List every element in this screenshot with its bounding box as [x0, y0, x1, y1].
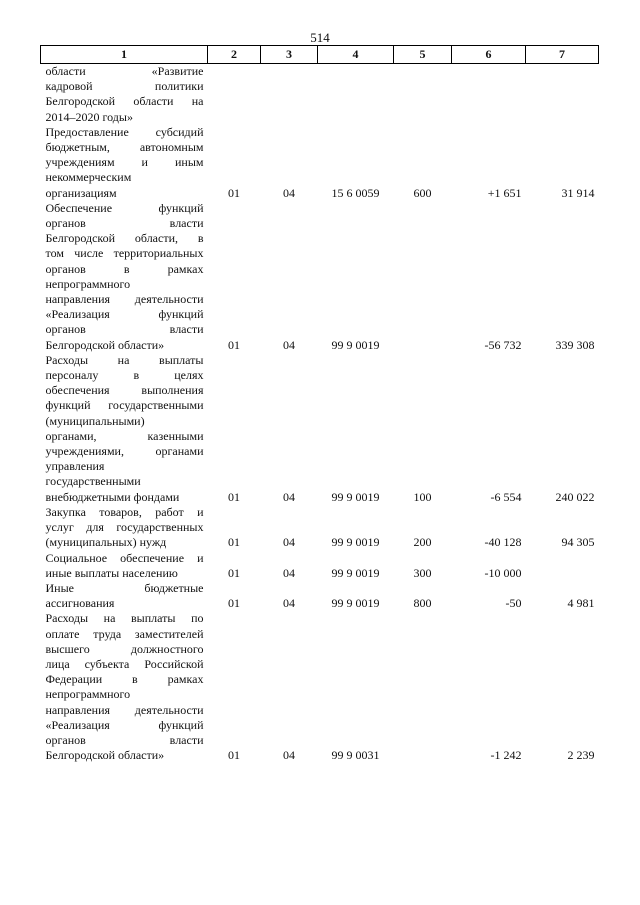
- description-line: направления деятельности: [45, 292, 204, 307]
- total-amount: 339 308: [555, 337, 595, 352]
- row-description: [41, 551, 208, 581]
- expense-type-code: 800: [413, 596, 432, 611]
- change-amount: -50: [505, 596, 522, 611]
- description-line: Белгородской области, в: [45, 231, 204, 246]
- subsection-code: [261, 64, 318, 125]
- total-amount: 2 239: [567, 748, 595, 763]
- description-line: государственными: [45, 474, 141, 489]
- change-amount: [452, 64, 526, 125]
- description-line: «Реализация функций: [45, 307, 204, 322]
- target-article-code: [318, 64, 394, 125]
- column-header: 1: [41, 46, 208, 64]
- table-row: [41, 581, 599, 611]
- description-line: органами, казенными: [45, 428, 204, 443]
- column-header: 5: [394, 46, 452, 64]
- description-line: Социальное обеспечение и: [45, 550, 204, 565]
- subsection-code: 04: [283, 565, 295, 580]
- section-code: [208, 64, 261, 125]
- description-line: области «Развитие: [45, 64, 204, 78]
- description-line: Расходы на выплаты: [45, 352, 204, 367]
- description-line: организациям: [45, 185, 117, 200]
- expense-type-code: 100: [413, 489, 432, 504]
- description-line: Белгородской области»: [45, 337, 165, 352]
- description-line: бюджетным, автономным: [45, 140, 204, 155]
- total-amount: 94 305: [561, 535, 595, 550]
- section-code: 01: [228, 185, 240, 200]
- description-line: непрограммного: [45, 276, 131, 291]
- description-line: Федерации в рамках: [45, 672, 204, 687]
- column-header: 3: [261, 46, 318, 64]
- expense-type-code: [394, 64, 452, 125]
- description-line: внебюджетными фондами: [45, 489, 180, 504]
- description-line: персоналу в целях: [45, 368, 204, 383]
- table-row: [41, 505, 599, 551]
- description-line: высшего должностного: [45, 641, 204, 656]
- description-line: Иные бюджетные: [45, 580, 204, 595]
- section-code: 01: [228, 596, 240, 611]
- description-line: Белгородской области на: [45, 94, 204, 109]
- expense-type-code: 600: [413, 185, 432, 200]
- total-amount: 4 981: [567, 596, 595, 611]
- table-body: [41, 64, 599, 764]
- description-line: кадровой политики: [45, 79, 204, 94]
- budget-table: [40, 45, 599, 763]
- description-line: органов власти: [45, 732, 204, 747]
- expense-type-code: [394, 201, 452, 353]
- change-amount: -1 242: [490, 748, 522, 763]
- section-code: 01: [228, 489, 240, 504]
- description-line: органов в рамках: [45, 261, 204, 276]
- row-description: [41, 611, 208, 763]
- subsection-code: 04: [283, 185, 295, 200]
- table-header-row: [41, 46, 599, 64]
- total-amount: 240 022: [555, 489, 595, 504]
- subsection-code: 04: [283, 748, 295, 763]
- description-line: оплате труда заместителей: [45, 626, 204, 641]
- section-code: 01: [228, 748, 240, 763]
- description-line: Расходы на выплаты по: [45, 611, 204, 626]
- section-code: 01: [228, 535, 240, 550]
- section-code: 01: [228, 337, 240, 352]
- description-line: Предоставление субсидий: [45, 124, 204, 139]
- subsection-code: 04: [283, 596, 295, 611]
- expense-type-code: 200: [413, 535, 432, 550]
- table-row: [41, 551, 599, 581]
- row-description: [41, 64, 208, 125]
- table-row: [41, 125, 599, 201]
- description-line: управления: [45, 459, 105, 474]
- change-amount: -56 732: [484, 337, 522, 352]
- total-amount: 31 914: [561, 185, 595, 200]
- section-code: 01: [228, 565, 240, 580]
- table-row: [41, 201, 599, 353]
- description-line: услуг для государственных: [45, 520, 204, 535]
- expense-type-code: 300: [413, 565, 432, 580]
- table-row: [41, 611, 599, 763]
- change-amount: +1 651: [487, 185, 522, 200]
- description-line: Обеспечение функций: [45, 200, 204, 215]
- target-article-code: 15 6 0059: [331, 185, 380, 200]
- change-amount: -40 128: [484, 535, 522, 550]
- change-amount: -10 000: [484, 565, 522, 580]
- description-line: направления деятельности: [45, 702, 204, 717]
- description-line: функций государственными: [45, 398, 204, 413]
- description-line: 2014–2020 годы»: [45, 109, 133, 124]
- column-header: 7: [526, 46, 599, 64]
- change-amount: -6 554: [490, 489, 522, 504]
- description-line: обеспечения выполнения: [45, 383, 204, 398]
- description-line: иные выплаты населению: [45, 565, 178, 580]
- description-line: (муниципальных) нужд: [45, 535, 167, 550]
- row-description: [41, 505, 208, 551]
- description-line: Белгородской области»: [45, 748, 165, 763]
- description-line: том числе территориальных: [45, 246, 204, 261]
- target-article-code: 99 9 0019: [331, 565, 380, 580]
- description-line: учреждениями, органами: [45, 444, 204, 459]
- row-description: [41, 353, 208, 505]
- expense-type-code: [394, 611, 452, 763]
- description-line: учреждениям и иным: [45, 155, 204, 170]
- description-line: (муниципальными): [45, 413, 145, 428]
- row-description: [41, 201, 208, 353]
- row-description: [41, 125, 208, 201]
- target-article-code: 99 9 0019: [331, 596, 380, 611]
- page-number: 514: [310, 30, 330, 45]
- description-line: некоммерческим: [45, 170, 132, 185]
- subsection-code: 04: [283, 535, 295, 550]
- description-line: органов власти: [45, 322, 204, 337]
- description-line: Закупка товаров, работ и: [45, 504, 204, 519]
- description-line: лица субъекта Российской: [45, 656, 204, 671]
- target-article-code: 99 9 0019: [331, 535, 380, 550]
- description-line: органов власти: [45, 216, 204, 231]
- row-description: [41, 581, 208, 611]
- column-header: 4: [318, 46, 394, 64]
- description-line: «Реализация функций: [45, 717, 204, 732]
- subsection-code: 04: [283, 337, 295, 352]
- description-line: непрограммного: [45, 687, 131, 702]
- column-header: 6: [452, 46, 526, 64]
- total-amount: [526, 551, 599, 581]
- description-line: ассигнования: [45, 596, 115, 611]
- target-article-code: 99 9 0019: [331, 337, 380, 352]
- target-article-code: 99 9 0019: [331, 489, 380, 504]
- total-amount: [526, 64, 599, 125]
- column-header: 2: [208, 46, 261, 64]
- table-row: [41, 64, 599, 125]
- subsection-code: 04: [283, 489, 295, 504]
- table-row: [41, 353, 599, 505]
- target-article-code: 99 9 0031: [331, 748, 380, 763]
